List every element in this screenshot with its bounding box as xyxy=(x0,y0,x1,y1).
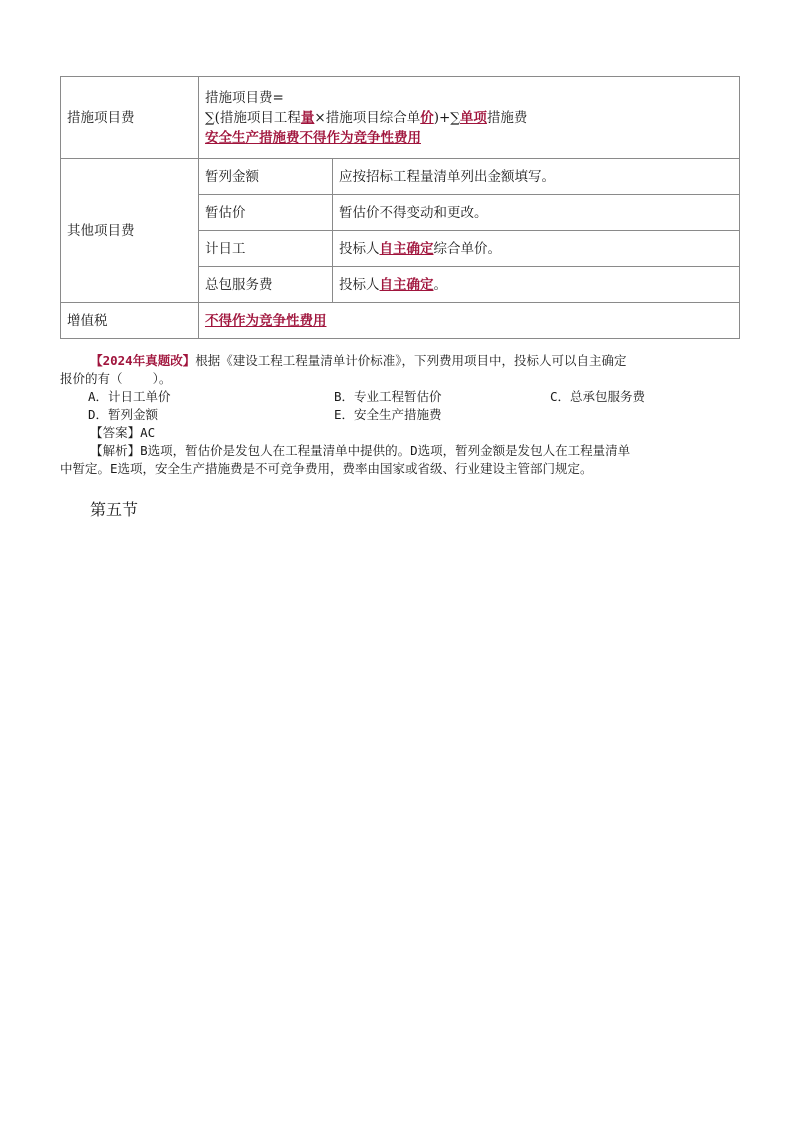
other-item-desc xyxy=(333,267,740,303)
analysis-label: 【解析】 xyxy=(90,443,141,458)
formula-head: 措施项目费= xyxy=(205,89,284,106)
other-item-desc: 应按招标工程量清单列出金额填写。 xyxy=(333,159,740,195)
option-c: C．总承包服务费 xyxy=(550,389,646,404)
option-a: A．计日工单价 xyxy=(88,389,171,404)
analysis-text-1: B选项，暂估价是发包人在工程量清单中提供的。D选项，暂列金额是发包人在工程量清单 xyxy=(140,443,631,458)
vat-note-cell xyxy=(199,303,740,339)
row-label-vat: 增值税 xyxy=(61,303,199,339)
other-item-name: 总包服务费 xyxy=(199,267,333,303)
desc-part: 综合单价。 xyxy=(433,240,501,257)
table-row-other-1 xyxy=(61,159,740,195)
option-d: D．暂列金额 xyxy=(88,407,159,422)
desc-part: 投标人 xyxy=(339,276,380,293)
table-row-measures xyxy=(61,77,740,159)
desc-emphasis: 自主确定 xyxy=(379,240,434,257)
formula-emphasis: 价 xyxy=(420,109,434,126)
question-tag: 【2024年真题改】 xyxy=(90,353,196,368)
option-b: B．专业工程暂估价 xyxy=(334,389,442,404)
formula-part: )+∑ xyxy=(433,109,460,126)
question-block xyxy=(60,352,744,478)
formula-line xyxy=(205,108,733,128)
question-stem-line-2: 报价的有（ ）。 xyxy=(60,371,172,386)
question-stem: 根据《建设工程工程量清单计价标准》，下列费用项目中，投标人可以自主确定 xyxy=(195,353,627,368)
row-label-other: 其他项目费 xyxy=(61,159,199,303)
desc-part: 。 xyxy=(433,276,447,293)
formula-part: ×措施项目综合单 xyxy=(314,109,421,126)
table-row-vat xyxy=(61,303,740,339)
vat-note: 不得作为竞争性费用 xyxy=(205,312,327,329)
answer-value: AC xyxy=(140,425,156,440)
option-e: E．安全生产措施费 xyxy=(334,407,442,422)
fee-table xyxy=(60,76,740,339)
row-label-measures: 措施项目费 xyxy=(61,77,199,159)
desc-part: 投标人 xyxy=(339,240,380,257)
formula-emphasis: 量 xyxy=(300,109,315,126)
other-item-desc: 暂估价不得变动和更改。 xyxy=(333,195,740,231)
other-item-desc xyxy=(333,231,740,267)
desc-emphasis: 自主确定 xyxy=(379,276,434,293)
other-item-name: 计日工 xyxy=(199,231,333,267)
formula-emphasis: 单项 xyxy=(459,109,487,126)
formula-part: ∑(措施项目工程 xyxy=(205,109,301,126)
other-item-name: 暂估价 xyxy=(199,195,333,231)
analysis-line-1 xyxy=(60,442,744,460)
analysis-line-2: 中暂定。E选项，安全生产措施费是不可竞争费用，费率由国家或省级、行业建设主管部门规定。 xyxy=(60,461,593,476)
measures-note: 安全生产措施费不得作为竞争性费用 xyxy=(205,129,421,146)
options-row-2 xyxy=(60,406,744,424)
section-title: 第五节 xyxy=(90,500,139,519)
answer-label: 【答案】 xyxy=(90,425,141,440)
other-item-name: 暂列金额 xyxy=(199,159,333,195)
options-row-1 xyxy=(60,388,744,406)
question-stem-line-1 xyxy=(60,352,744,370)
measures-formula-cell xyxy=(199,77,740,159)
formula-part: 措施费 xyxy=(486,109,528,126)
answer-line xyxy=(60,424,744,442)
